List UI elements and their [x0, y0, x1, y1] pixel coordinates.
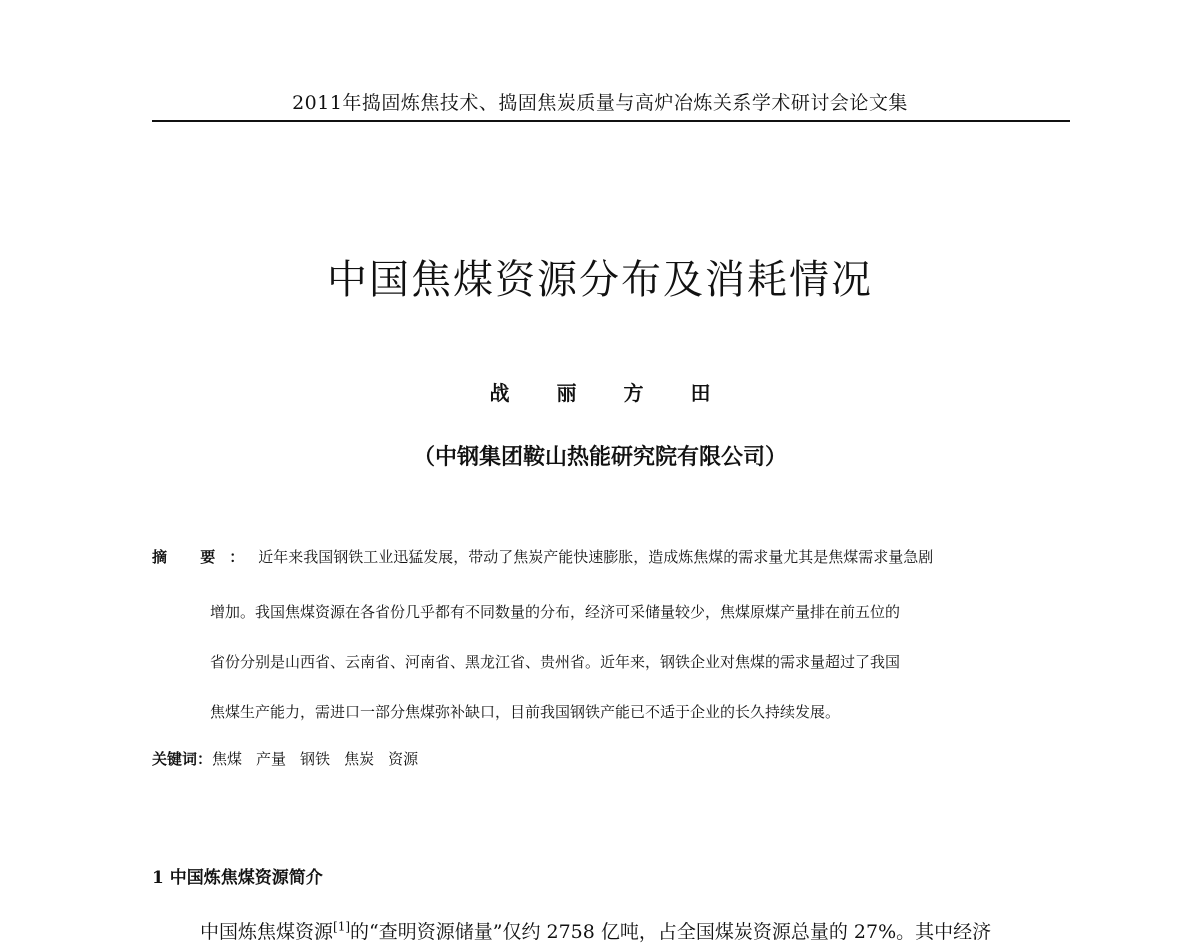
authors: [0, 377, 1200, 406]
citation-reference[interactable]: [1]: [333, 919, 351, 934]
author-2: 方 田: [623, 381, 711, 405]
author-1: 战 丽: [489, 381, 577, 405]
section-heading: 1 中国炼焦煤资源简介: [152, 868, 323, 888]
running-header: 2011年捣固炼焦技术、捣固焦炭质量与高炉冶炼关系学术研讨会论文集: [292, 92, 908, 114]
affiliation: （中钢集团鞍山热能研究院有限公司）: [412, 445, 787, 470]
keyword: 资源: [388, 750, 419, 768]
keyword: 焦炭: [344, 750, 375, 768]
abstract-line: 增加。我国焦煤资源在各省份几乎都有不同数量的分布，经济可采储量较少，焦煤原煤产量排在前五位的: [210, 603, 901, 621]
keyword: 钢铁: [300, 750, 331, 768]
abstract-line: [152, 546, 933, 567]
keyword: 产量: [256, 750, 287, 768]
keyword: 焦煤: [212, 750, 243, 768]
body-paragraph: [200, 917, 991, 944]
header-rule: [152, 120, 1070, 122]
abstract-text: 近年来我国钢铁工业迅猛发展，带动了焦炭产能快速膨胀，造成炼焦煤的需求量尤其是焦煤需求量急剧: [258, 548, 934, 566]
abstract-label: 摘 要：: [152, 548, 259, 566]
paragraph-text-rest: 的“查明资源储量”仅约 2758 亿吨，占全国煤炭资源总量的 27%。其中经济: [350, 921, 992, 943]
paper-title: 中国焦煤资源分布及消耗情况: [327, 257, 873, 303]
abstract-line: 省份分别是山西省、云南省、河南省、黑龙江省、贵州省。近年来，钢铁企业对焦煤的需求量超过了我国: [210, 653, 901, 671]
abstract-line: 焦煤生产能力，需进口一部分焦煤弥补缺口，目前我国钢铁产能已不适于企业的长久持续发展。: [210, 703, 841, 721]
paragraph-text-start: 中国炼焦煤资源: [200, 921, 334, 943]
keywords-label: 关键词：: [152, 750, 213, 768]
keywords: [152, 748, 432, 769]
